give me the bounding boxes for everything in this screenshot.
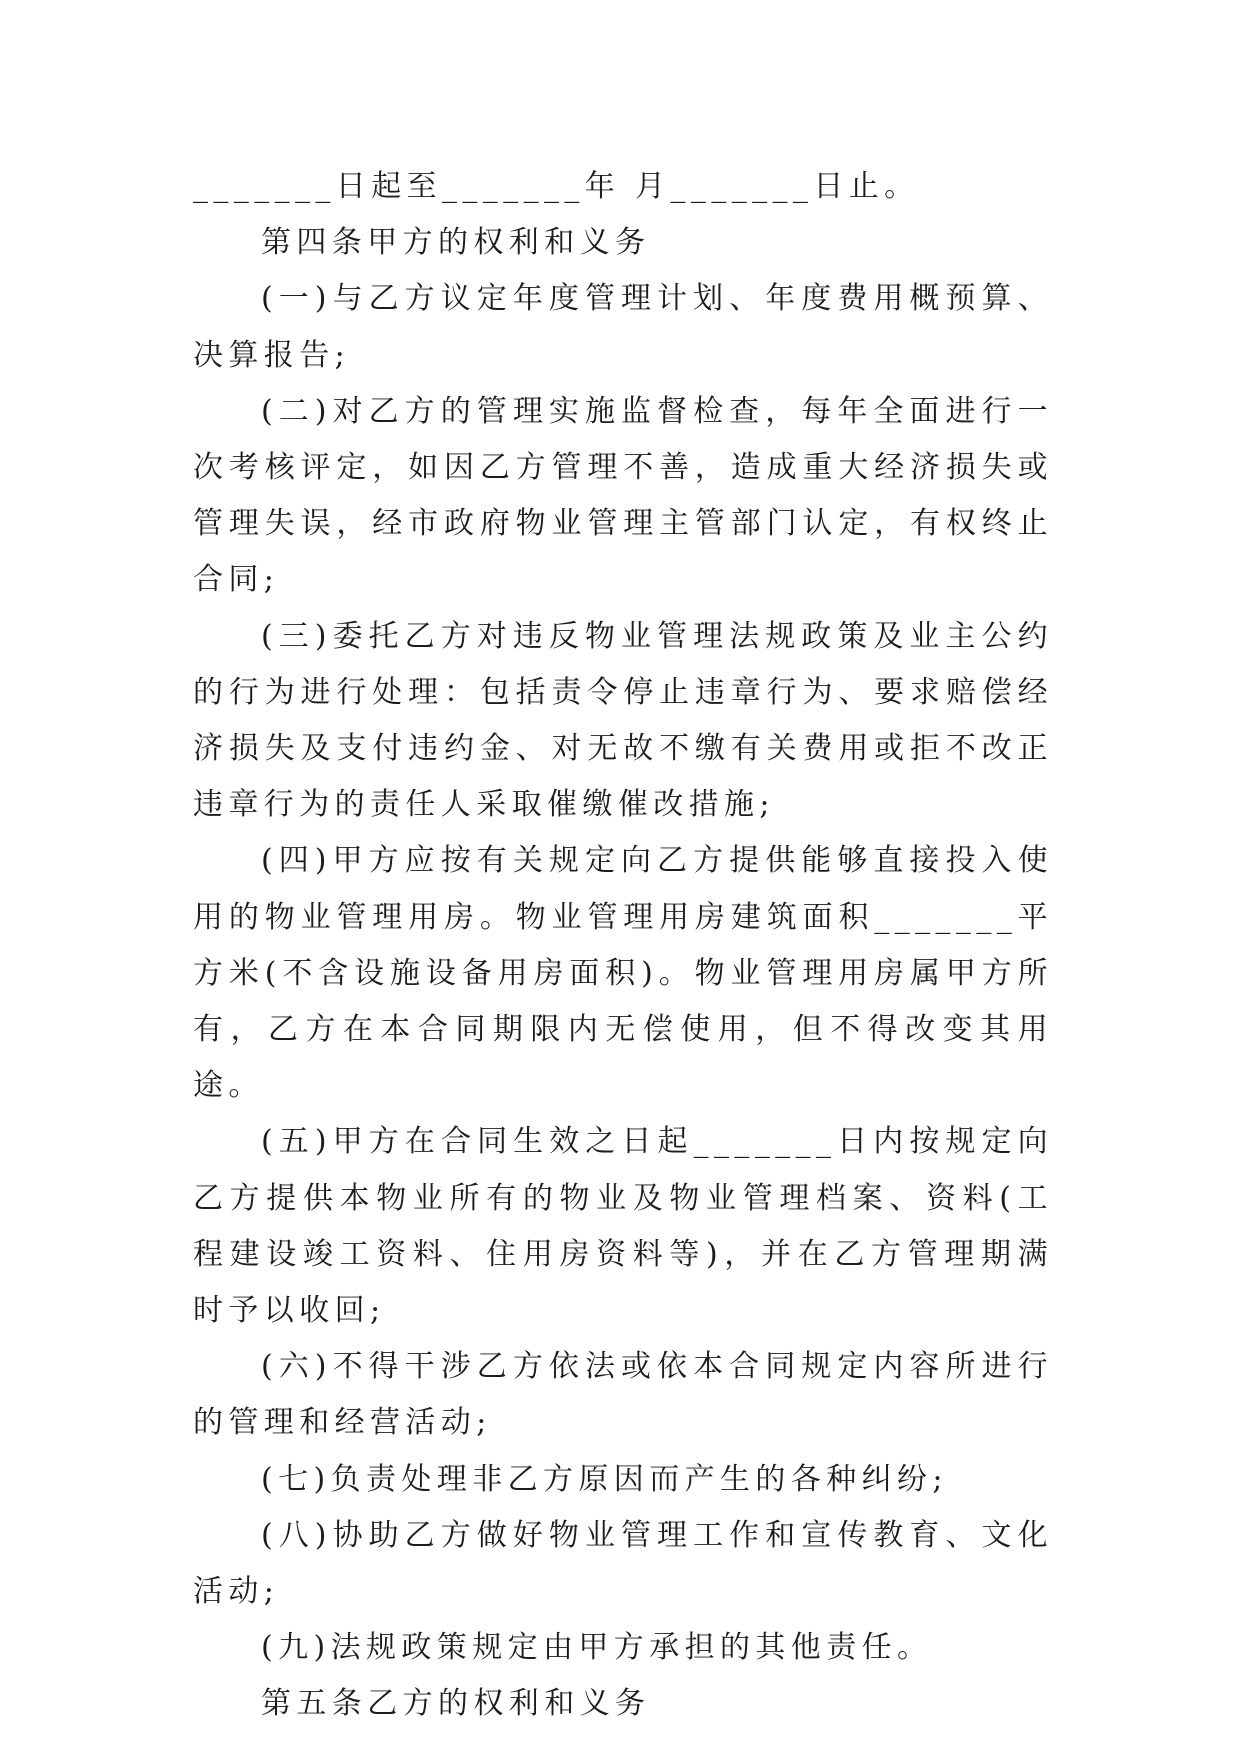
paragraph-term-end-date: _______日起至_______年 月_______日止。 <box>193 169 920 204</box>
paragraph-clause-8: (八)协助乙方做好物业管理工作和宣传教育、文化活动; <box>193 1517 1053 1610</box>
heading-article-4: 第四条甲方的权利和义务 <box>261 225 651 261</box>
paragraph-clause-5: (五)甲方在合同生效之日起_______日内按规定向乙方提供本物业所有的物业及物业管理档案、资料(工程建设竣工资料、住用房资料等)，并在乙方管理期满时予以收回; <box>193 1124 1053 1329</box>
document-body <box>193 159 1053 1733</box>
paragraph-clause-2: (二)对乙方的管理实施监督检查，每年全面进行一次考核评定，如因乙方管理不善，造成重大经济损失或管理失误，经市政府物业管理主管部门认定，有权终止合同; <box>193 393 1053 598</box>
heading-article-5: 第五条乙方的权利和义务 <box>261 1686 651 1722</box>
paragraph-clause-3: (三)委托乙方对违反物业管理法规政策及业主公约的行为进行处理：包括责令停止违章行为、要求赔偿经济损失及支付违约金、对无故不缴有关费用或拒不改正违章行为的责任人采取催缴催改措施; <box>193 618 1053 823</box>
paragraph-clause-9: (九)法规政策规定由甲方承担的其他责任。 <box>261 1630 933 1666</box>
paragraph-clause-6: (六)不得干涉乙方依法或依本合同规定内容所进行的管理和经营活动; <box>193 1349 1053 1441</box>
paragraph-clause-1: (一)与乙方议定年度管理计划、年度费用概预算、决算报告; <box>193 281 1053 373</box>
paragraph-clause-7: (七)负责处理非乙方原因而产生的各种纠纷; <box>261 1461 948 1497</box>
paragraph-clause-4: (四)甲方应按有关规定向乙方提供能够直接投入使用的物业管理用房。物业管理用房建筑面积_______平方米(不含设施设备用房面积)。物业管理用房属甲方所有，乙方在本合同期限内无偿使用，但不得改变其用途。 <box>193 843 1053 1104</box>
